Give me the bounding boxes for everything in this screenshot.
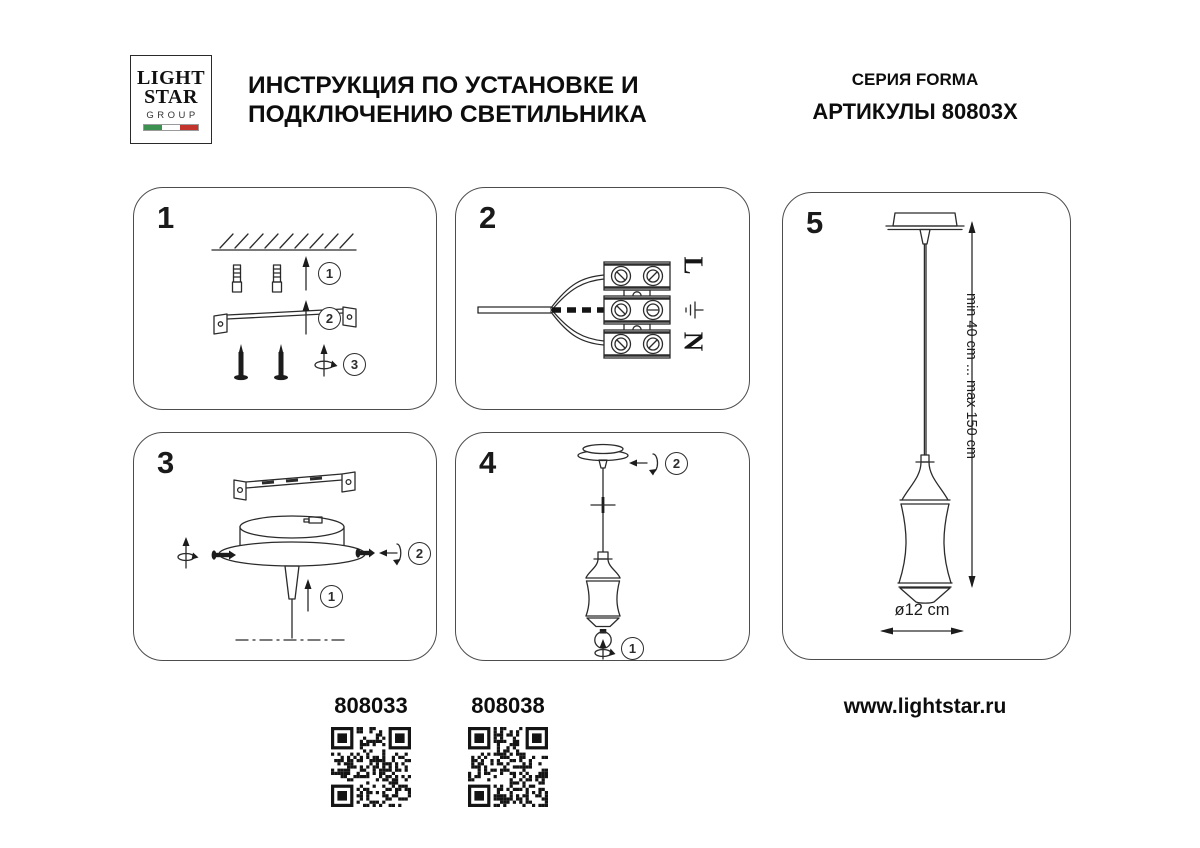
live-wire-label: L [678, 256, 709, 275]
dimension-diagram [783, 193, 1070, 659]
articles-name: АРТИКУЛЫ 80803X [812, 99, 1018, 124]
step-5-panel [782, 192, 1071, 660]
pendant-assembly-diagram [456, 433, 749, 660]
step-badge-1: 1 [318, 262, 341, 285]
step-badge-2: 2 [408, 542, 431, 565]
series-name: СЕРИЯ FORMA [851, 70, 979, 89]
step-number: 5 [806, 205, 824, 240]
step-badge-2: 2 [665, 452, 688, 475]
diameter-label: ø12 cm [894, 601, 950, 619]
hardware-diagram [134, 188, 436, 409]
canopy-diagram [134, 433, 436, 660]
step-2-panel [455, 187, 750, 410]
title-line-1: ИНСТРУКЦИЯ ПО УСТАНОВКЕ И [248, 72, 639, 99]
logo-text: STAR [144, 85, 198, 108]
page-title [248, 71, 678, 129]
qr-code-2 [468, 727, 548, 807]
italian-flag-icon [143, 124, 199, 131]
step-badge-1: 1 [621, 637, 644, 660]
logo-text: LIGHT [136, 66, 206, 89]
step-number: 1 [157, 200, 175, 235]
article-code-2: 808038 [471, 693, 545, 718]
step-badge-2: 2 [318, 307, 341, 330]
step-number: 4 [479, 445, 497, 480]
qr-code-1 [331, 727, 411, 807]
terminal-block-diagram [456, 188, 749, 409]
step-1-panel [133, 187, 437, 410]
height-range-label: min 40 cm ... max 150 cm [963, 293, 979, 459]
article-code-1: 808033 [334, 693, 408, 718]
step-badge-1: 1 [320, 585, 343, 608]
lightstar-logo [130, 55, 212, 144]
step-3-panel [133, 432, 437, 661]
step-4-panel [455, 432, 750, 661]
logo-text: GROUP [146, 109, 199, 121]
neutral-wire-label: N [678, 331, 709, 352]
step-number: 3 [157, 445, 175, 480]
step-badge-3: 3 [343, 353, 366, 376]
earth-ground-icon [686, 302, 703, 318]
step-number: 2 [479, 200, 497, 235]
title-line-2: ПОДКЛЮЧЕНИЮ СВЕТИЛЬНИКА [248, 101, 647, 128]
series-block [765, 70, 1065, 125]
website-url: www.lightstar.ru [843, 695, 1007, 718]
